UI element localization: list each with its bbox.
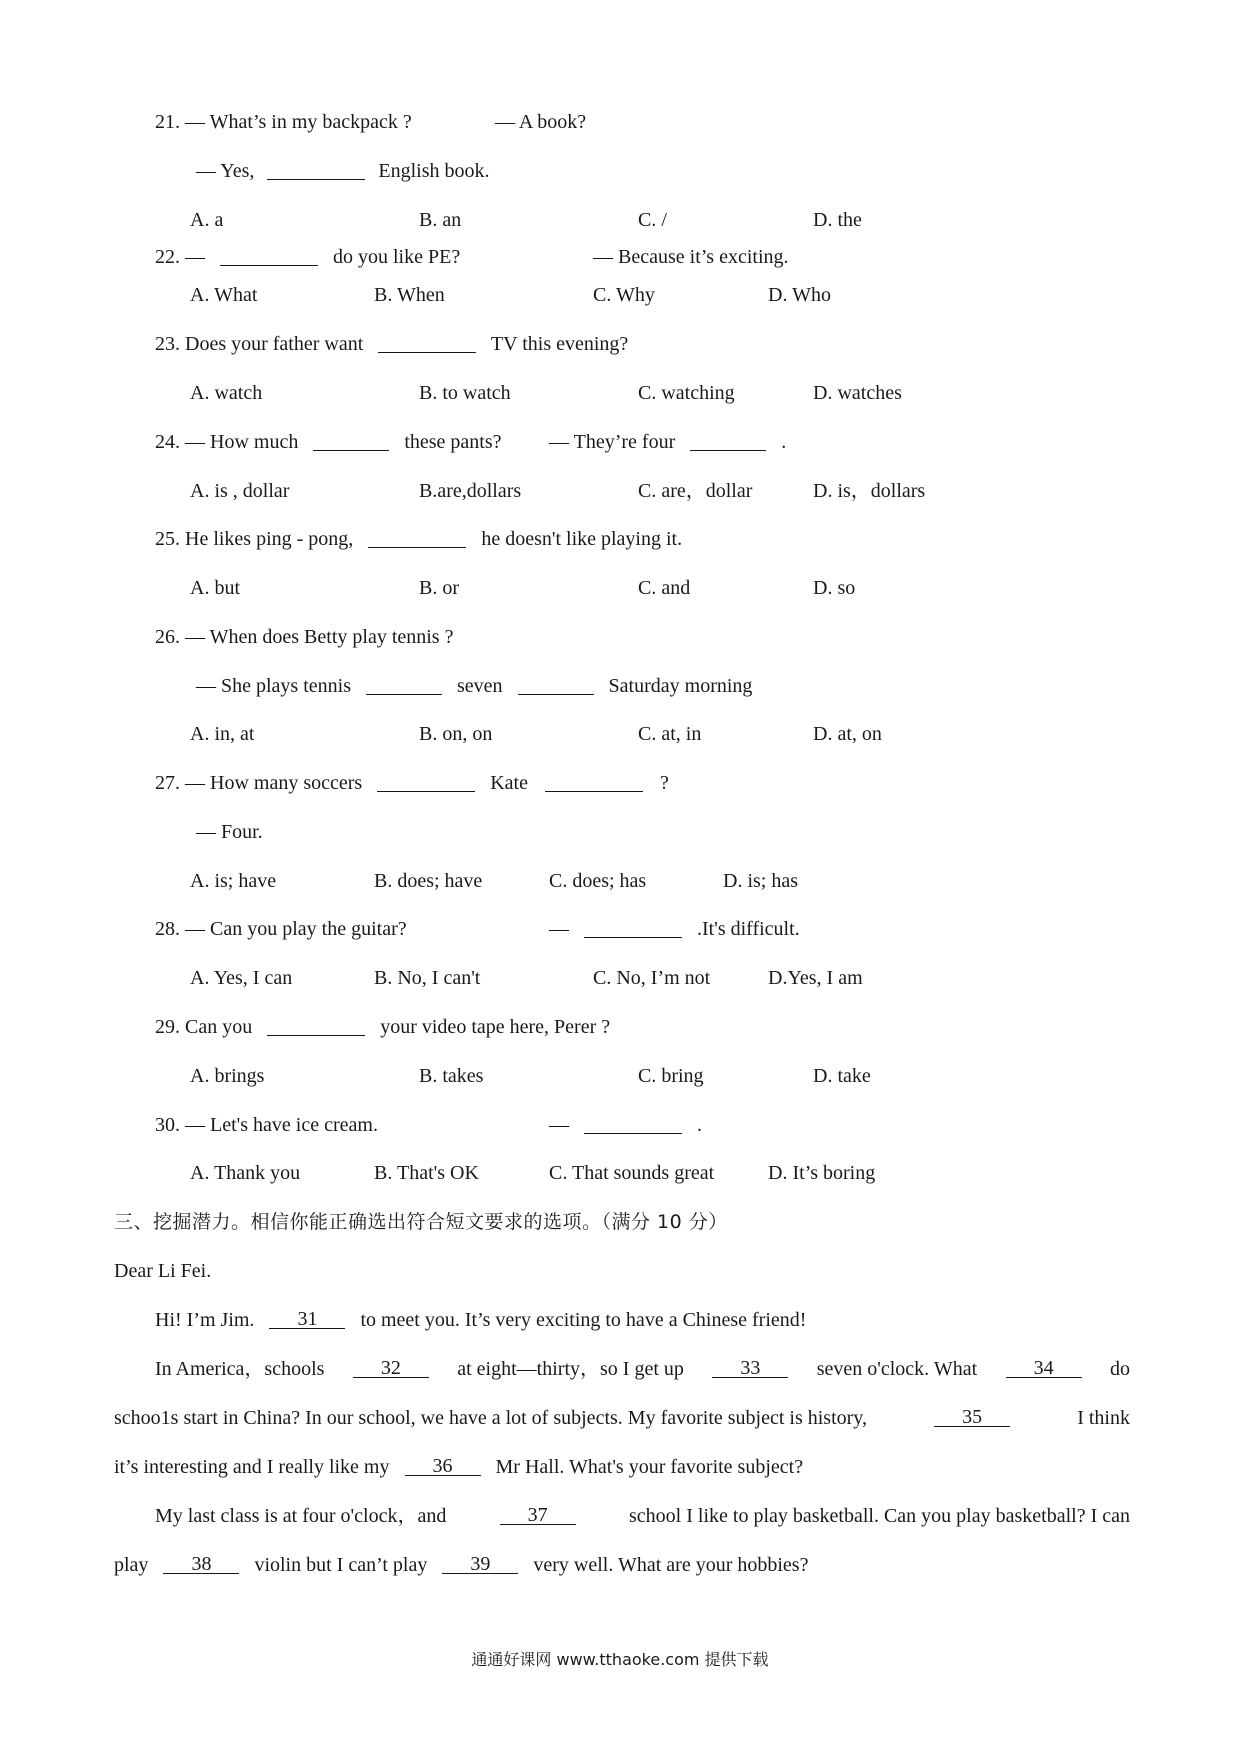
q29-option-d[interactable]: D. take — [813, 1065, 871, 1087]
q21-option-c[interactable]: C. / — [638, 209, 667, 231]
q28-reply-a: — — [549, 918, 569, 940]
q29-prompt — [155, 1015, 610, 1039]
q22-option-d[interactable]: D. Who — [768, 284, 831, 306]
q28-reply — [549, 917, 800, 941]
q24-option-d[interactable]: D. is，dollars — [813, 480, 926, 502]
q22-option-c[interactable]: C. Why — [593, 284, 655, 306]
q25-prompt-b: he doesn't like playing it. — [481, 528, 683, 550]
passage-blank-36[interactable] — [405, 1455, 481, 1476]
passage-text: I think — [1077, 1407, 1130, 1429]
q25-option-c[interactable]: C. and — [638, 577, 691, 599]
passage-text: violin but I can’t play — [254, 1554, 428, 1576]
blank-number: 38 — [191, 1553, 212, 1575]
q26-option-d[interactable]: D. at, on — [813, 723, 882, 745]
q30-prompt: 30. — Let's have ice cream. — [155, 1114, 378, 1136]
q21-line2a: — Yes, — [196, 160, 255, 182]
q28-option-b[interactable]: B. No, I can't — [374, 967, 481, 989]
passage-blank-38[interactable] — [163, 1553, 239, 1574]
blank-number: 36 — [432, 1455, 453, 1477]
q21-prompt: 21. — What’s in my backpack ? — [155, 111, 412, 133]
passage-text: My last class is at four o'clock，and — [155, 1505, 447, 1527]
q30-reply-a: — — [549, 1114, 569, 1136]
q24-prompt — [155, 430, 502, 454]
q29-prompt-b: your video tape here, Perer ? — [380, 1016, 611, 1038]
q28-option-a[interactable]: A. Yes, I can — [190, 967, 293, 989]
passage-text: do — [1109, 1358, 1130, 1380]
q22-prompt-b: do you like PE? — [333, 246, 461, 268]
q28-option-d[interactable]: D.Yes, I am — [768, 967, 863, 989]
q26-option-b[interactable]: B. on, on — [419, 723, 493, 745]
answer-blank[interactable] — [368, 527, 466, 548]
passage-text: it’s interesting and I really like my — [114, 1456, 390, 1478]
q28-option-c[interactable]: C. No, I’m not — [593, 967, 711, 989]
answer-blank[interactable] — [518, 674, 594, 695]
blank-number: 31 — [297, 1308, 318, 1330]
passage-blank-35[interactable] — [934, 1406, 1010, 1427]
passage-text: school I like to play basketball. Can you play basketball? I can — [629, 1505, 1130, 1527]
q27-option-a[interactable]: A. is; have — [190, 870, 277, 892]
passage-line — [155, 1357, 1130, 1381]
answer-blank[interactable] — [690, 430, 766, 451]
passage-text: In America，schools — [155, 1358, 325, 1380]
passage-blank-33[interactable] — [712, 1357, 788, 1378]
q21-reply: — A book? — [495, 111, 587, 133]
q30-option-a[interactable]: A. Thank you — [190, 1162, 301, 1184]
q23-prompt — [155, 332, 628, 356]
passage-line — [155, 1308, 806, 1332]
answer-blank[interactable] — [378, 332, 476, 353]
q27-option-c[interactable]: C. does; has — [549, 870, 647, 892]
passage-blank-39[interactable] — [442, 1553, 518, 1574]
q22-prompt — [155, 245, 460, 269]
passage-text: very well. What are your hobbies? — [533, 1554, 809, 1576]
q23-option-d[interactable]: D. watches — [813, 382, 902, 404]
q21-line2 — [196, 159, 489, 183]
q25-option-d[interactable]: D. so — [813, 577, 856, 599]
q24-option-c[interactable]: C. are，dollar — [638, 480, 753, 502]
q26-line2 — [196, 674, 752, 698]
answer-blank[interactable] — [584, 917, 682, 938]
q23-prompt-b: TV this evening? — [490, 333, 629, 355]
answer-blank[interactable] — [366, 674, 442, 695]
q27-prompt-b: Kate — [490, 772, 528, 794]
q23-prompt-a: 23. Does your father want — [155, 333, 364, 355]
answer-blank[interactable] — [267, 159, 365, 180]
q28-prompt: 28. — Can you play the guitar? — [155, 918, 407, 940]
q24-reply — [549, 430, 786, 454]
q21-option-d[interactable]: D. the — [813, 209, 862, 231]
blank-number: 33 — [740, 1357, 761, 1379]
q22-option-a[interactable]: A. What — [190, 284, 258, 306]
answer-blank[interactable] — [267, 1015, 365, 1036]
q26-prompt: 26. — When does Betty play tennis ? — [155, 626, 454, 648]
q27-prompt-c: ? — [659, 772, 669, 794]
q26-line2a: — She plays tennis — [196, 675, 351, 697]
passage-text: at eight—thirty，so I get up — [457, 1358, 684, 1380]
answer-blank[interactable] — [584, 1113, 682, 1134]
passage-line — [114, 1553, 808, 1577]
q21-option-b[interactable]: B. an — [419, 209, 462, 231]
q24-prompt-a: 24. — How much — [155, 431, 299, 453]
passage-blank-31[interactable] — [269, 1308, 345, 1329]
passage-text: Mr Hall. What's your favorite subject? — [495, 1456, 804, 1478]
q25-prompt-a: 25. He likes ping - pong, — [155, 528, 354, 550]
q25-option-b[interactable]: B. or — [419, 577, 459, 599]
passage-text: seven o'clock. What — [816, 1358, 978, 1380]
q27-prompt-a: 27. — How many soccers — [155, 772, 363, 794]
blank-number: 35 — [962, 1406, 983, 1428]
q29-prompt-a: 29. Can you — [155, 1016, 253, 1038]
q26-option-c[interactable]: C. at, in — [638, 723, 702, 745]
answer-blank[interactable] — [545, 771, 643, 792]
answer-blank[interactable] — [220, 245, 318, 266]
q25-option-a[interactable]: A. but — [190, 577, 240, 599]
passage-text: to meet you. It’s very exciting to have a Chinese friend! — [360, 1309, 807, 1331]
q24-option-a[interactable]: A. is , dollar — [190, 480, 290, 502]
q30-reply-b: . — [697, 1114, 702, 1136]
passage-blank-34[interactable] — [1006, 1357, 1082, 1378]
q23-option-b[interactable]: B. to watch — [419, 382, 511, 404]
page-footer: 通通好课网 www.tthaoke.com 提供下载 — [471, 1650, 769, 1669]
q29-option-b[interactable]: B. takes — [419, 1065, 484, 1087]
q29-option-c[interactable]: C. bring — [638, 1065, 704, 1087]
passage-blank-32[interactable] — [353, 1357, 429, 1378]
answer-blank[interactable] — [377, 771, 475, 792]
passage-text: Hi! I’m Jim. — [155, 1309, 255, 1331]
passage-line — [114, 1455, 803, 1479]
section-heading: 三、挖掘潜力。相信你能正确选出符合短文要求的选项。（满分 10 分） — [114, 1211, 728, 1233]
q21-option-a[interactable]: A. a — [190, 209, 224, 231]
q26-option-a[interactable]: A. in, at — [190, 723, 255, 745]
q27-option-d[interactable]: D. is; has — [723, 870, 798, 892]
letter-greeting: Dear Li Fei. — [114, 1260, 212, 1282]
q26-line2c: Saturday morning — [608, 675, 753, 697]
q27-line2: — Four. — [196, 821, 263, 843]
blank-number: 39 — [470, 1553, 491, 1575]
passage-line — [114, 1406, 1130, 1430]
q24-reply-b: . — [781, 431, 787, 453]
q27-prompt — [155, 771, 669, 795]
q24-prompt-b: these pants? — [404, 431, 502, 453]
q26-line2b: seven — [457, 675, 503, 697]
q30-option-c[interactable]: C. That sounds great — [549, 1162, 715, 1184]
q30-reply — [549, 1113, 702, 1137]
q30-option-b[interactable]: B. That's OK — [374, 1162, 479, 1184]
answer-blank[interactable] — [313, 430, 389, 451]
q22-prompt-a: 22. — — [155, 246, 205, 268]
q29-option-a[interactable]: A. brings — [190, 1065, 265, 1087]
q25-prompt — [155, 527, 682, 551]
q24-reply-a: — They’re four — [549, 431, 676, 453]
q30-option-d[interactable]: D. It’s boring — [768, 1162, 876, 1184]
q27-option-b[interactable]: B. does; have — [374, 870, 483, 892]
passage-text: schoo1s start in China? In our school, we have a lot of subjects. My favorite subject is history, — [114, 1407, 867, 1429]
q22-reply: — Because it’s exciting. — [593, 246, 789, 268]
blank-number: 32 — [380, 1357, 401, 1379]
passage-text: play — [114, 1554, 149, 1576]
passage-blank-37[interactable] — [500, 1504, 576, 1525]
q21-line2b: English book. — [378, 160, 490, 182]
q23-option-a[interactable]: A. watch — [190, 382, 263, 404]
passage-line — [155, 1504, 1130, 1528]
q28-reply-b: .It's difficult. — [697, 918, 800, 940]
q24-option-b[interactable]: B.are,dollars — [419, 480, 522, 502]
blank-number: 37 — [527, 1504, 548, 1526]
q23-option-c[interactable]: C. watching — [638, 382, 735, 404]
blank-number: 34 — [1033, 1357, 1054, 1379]
q22-option-b[interactable]: B. When — [374, 284, 445, 306]
